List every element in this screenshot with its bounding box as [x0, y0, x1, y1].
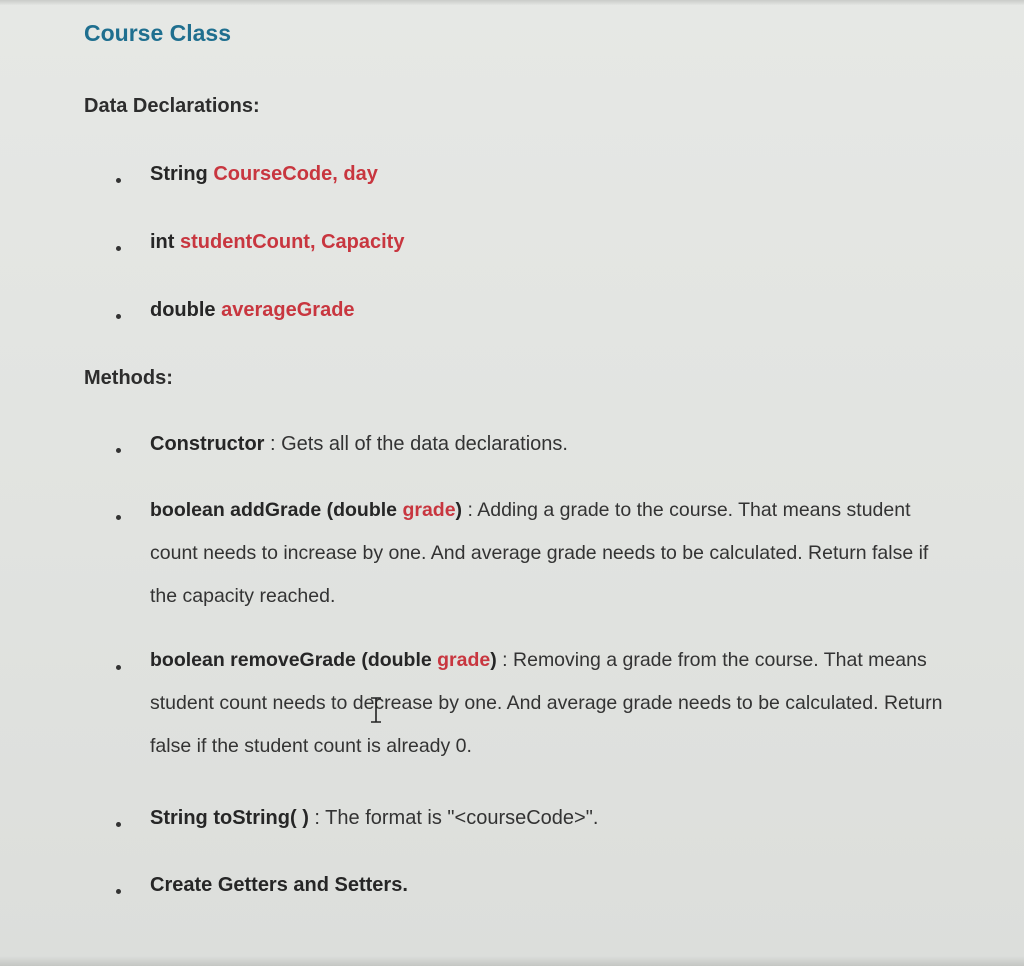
- method-remove-grade: [150, 639, 950, 768]
- bullet-icon: [116, 889, 121, 894]
- declaration-type: double: [150, 299, 216, 321]
- method-constructor: [150, 433, 568, 456]
- declaration-type: String: [150, 163, 208, 185]
- method-name: Constructor: [150, 433, 265, 455]
- method-param: grade: [437, 649, 491, 671]
- bullet-icon: [116, 178, 121, 183]
- bullet-icon: [116, 314, 121, 319]
- declaration-names: averageGrade: [221, 299, 355, 321]
- bullet-icon: [116, 246, 121, 251]
- bottom-edge: [0, 956, 1024, 966]
- method-getters-setters: [150, 874, 408, 897]
- method-to-string: [150, 807, 598, 830]
- method-signature: boolean removeGrade (double: [150, 649, 438, 671]
- declaration-names: studentCount, Capacity: [180, 231, 405, 253]
- method-name: Create Getters and Setters.: [150, 874, 408, 896]
- text-cursor-icon: [370, 697, 382, 723]
- bullet-icon: [116, 665, 121, 670]
- method-description: The format is "<courseCode>".: [325, 807, 599, 829]
- method-name: String toString( ): [150, 807, 309, 829]
- top-edge: [0, 0, 1024, 5]
- declaration-names: CourseCode, day: [213, 163, 378, 185]
- method-add-grade: [150, 489, 950, 618]
- bullet-icon: [116, 515, 121, 520]
- methods-heading: Methods:: [84, 367, 173, 389]
- method-separator: :: [264, 433, 282, 455]
- declaration-item-int: [150, 231, 404, 254]
- declaration-item-string: [150, 163, 378, 186]
- method-separator: :: [496, 649, 514, 671]
- method-description: Gets all of the data declarations.: [281, 433, 568, 455]
- method-description: Removing a grade from the course. That means student count needs to decrease by one. And average grade needs to be calculated. Return false if the student count is already 0.: [150, 649, 943, 757]
- method-separator: :: [308, 807, 326, 829]
- page-title: Course Class: [84, 20, 232, 46]
- bullet-icon: [116, 448, 121, 453]
- method-param: grade: [402, 499, 456, 521]
- data-declarations-heading: Data Declarations:: [84, 95, 260, 117]
- bullet-icon: [116, 822, 121, 827]
- declaration-type: int: [150, 231, 175, 253]
- method-separator: :: [462, 499, 478, 521]
- method-signature-end: ): [490, 649, 497, 671]
- declaration-item-double: [150, 299, 355, 322]
- method-signature: boolean addGrade (double: [150, 499, 403, 521]
- method-description: Adding a grade to the course. That means student count needs to increase by one. And average grade needs to be calculated. Return false if the capacity reached.: [150, 499, 929, 607]
- method-signature-end: ): [455, 499, 463, 521]
